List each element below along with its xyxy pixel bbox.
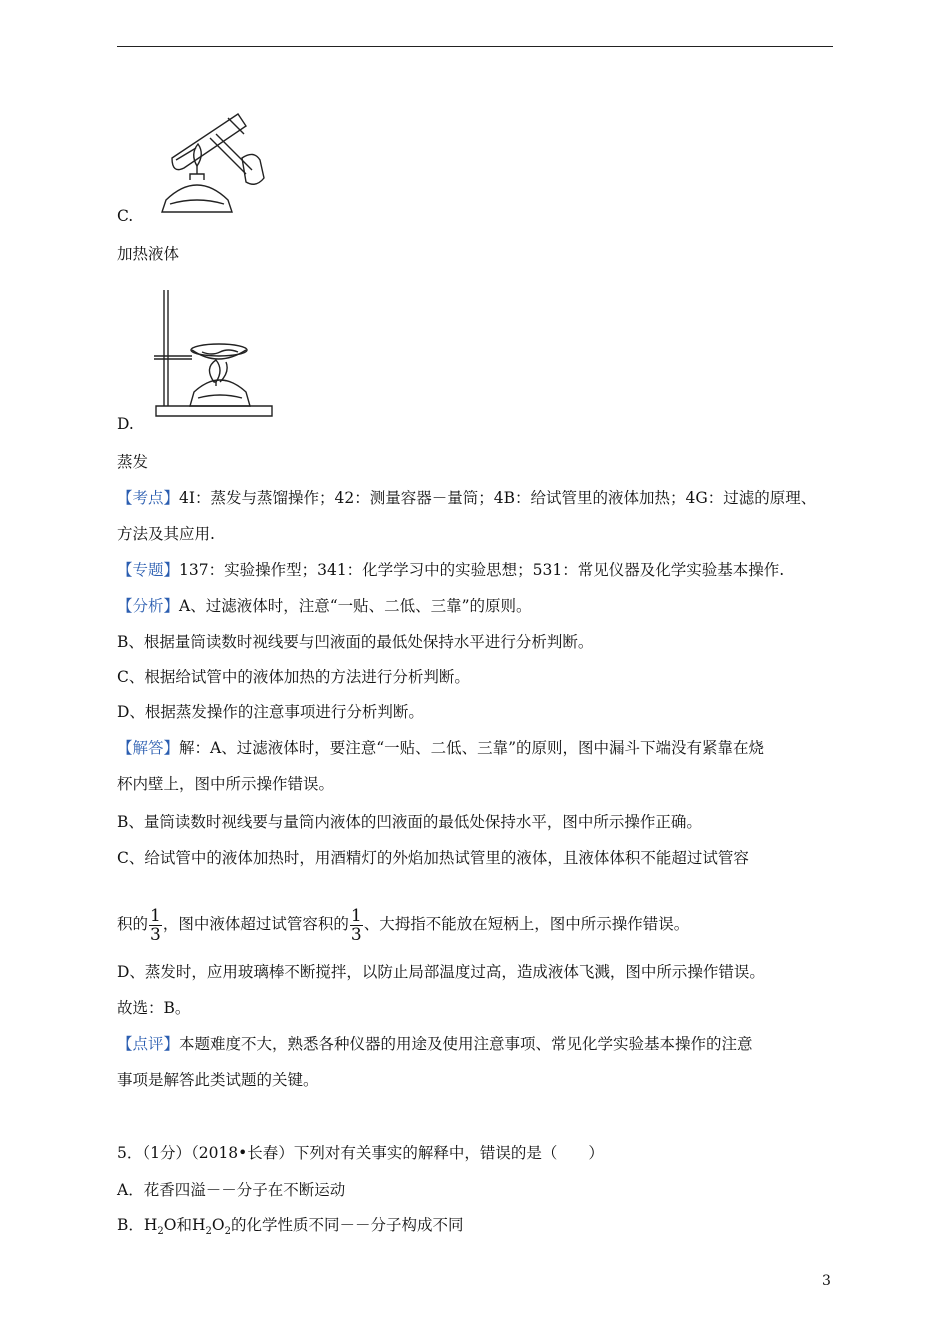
fenxi-line-4: D、根据蒸发操作的注意事项进行分析判断。 xyxy=(117,703,424,721)
jieda-text-1: 解：A、过滤液体时，要注意“一贴、二低、三靠”的原则，图中漏斗下端没有紧靠在烧 xyxy=(179,739,765,757)
question-5-option-a: A．花香四溢－－分子在不断运动 xyxy=(117,1181,346,1199)
option-d-letter: D. xyxy=(117,415,134,433)
fraction-denominator: 3 xyxy=(150,924,161,945)
subscript: 2 xyxy=(224,1226,231,1238)
alcohol-lamp-neck xyxy=(190,174,204,180)
dianping-line-1 xyxy=(117,1034,753,1054)
kaodian-tag: 【考点】 xyxy=(117,489,180,507)
iron-stand-rod xyxy=(164,290,168,406)
question-5-stem: 5．（1分）（2018•长春）下列对有关事实的解释中，错误的是（ ） xyxy=(117,1144,604,1162)
fenxi-line-3: C、根据给试管中的液体加热的方法进行分析判断。 xyxy=(117,668,470,686)
kaodian-line-2: 方法及其应用. xyxy=(117,525,215,543)
question-5-option-b xyxy=(117,1215,464,1242)
fenxi-text-1: A、过滤液体时，注意“一贴、二低、三靠”的原则。 xyxy=(179,597,532,615)
jieda-text-5b: ，图中液体超过试管容积的 xyxy=(162,915,349,933)
lamp-liquid xyxy=(170,200,224,204)
tube-holder xyxy=(210,134,252,174)
heating-liquid-figure xyxy=(150,108,270,220)
dish-contents xyxy=(202,350,238,354)
jieda-line-7: 故选：B。 xyxy=(117,999,191,1017)
option-b-text: B．H xyxy=(117,1216,158,1234)
fraction-one-third xyxy=(149,907,162,944)
jieda-tag: 【解答】 xyxy=(117,739,180,757)
evaporation-figure xyxy=(150,286,278,420)
jieda-line-2: 杯内壁上，图中所示操作错误。 xyxy=(117,775,335,793)
jieda-line-4: C、给试管中的液体加热时，用酒精灯的外焰加热试管里的液体，且液体体积不能超过试管容 xyxy=(117,849,749,867)
fenxi-line-2: B、根据量筒读数时视线要与凹液面的最低处保持水平进行分析判断。 xyxy=(117,633,594,651)
header-rule xyxy=(117,46,833,47)
option-d-caption: 蒸发 xyxy=(117,453,149,471)
jieda-text-5a: 积的 xyxy=(117,915,149,933)
zhuanti-tag: 【专题】 xyxy=(117,561,180,579)
fraction-denominator: 3 xyxy=(350,924,362,945)
jieda-line-6: D、蒸发时，应用玻璃棒不断搅拌，以防止局部温度过高，造成液体飞溅，图中所示操作错误。 xyxy=(117,963,765,981)
jieda-line-3: B、量筒读数时视线要与量筒内液体的凹液面的最低处保持水平，图中所示操作正确。 xyxy=(117,813,702,831)
alcohol-lamp-body xyxy=(190,380,250,406)
kaodian-text-1: 4I：蒸发与蒸馏操作；42：测量容器－量筒；4B：给试管里的液体加热；4G：过滤的原理、 xyxy=(179,489,817,507)
option-b-text: O和H xyxy=(163,1216,206,1234)
support-ring xyxy=(191,344,247,356)
subscript: 2 xyxy=(205,1226,212,1238)
ring-clamp-arm xyxy=(154,356,192,359)
alcohol-lamp-body xyxy=(162,185,232,212)
page-number: 3 xyxy=(822,1273,831,1289)
fraction-one-third xyxy=(350,907,363,944)
subscript: 2 xyxy=(157,1226,164,1238)
dianping-line-2: 事项是解答此类试题的关键。 xyxy=(117,1071,319,1089)
jieda-text-5c: 、大拇指不能放在短柄上，图中所示操作错误。 xyxy=(363,915,690,933)
hand xyxy=(242,154,264,184)
jieda-line-5 xyxy=(117,904,689,944)
dianping-tag: 【点评】 xyxy=(117,1035,180,1053)
kaodian-line-1 xyxy=(117,488,816,508)
zhuanti-line xyxy=(117,560,784,580)
jieda-line-1 xyxy=(117,738,764,758)
option-c-caption: 加热液体 xyxy=(117,245,180,263)
option-b-text: O xyxy=(211,1216,225,1234)
flame xyxy=(194,144,202,166)
fraction-numerator: 1 xyxy=(150,905,161,926)
option-c-letter: C. xyxy=(117,207,134,225)
flame xyxy=(209,360,227,382)
option-b-text: 的化学性质不同－－分子构成不同 xyxy=(231,1216,464,1234)
fraction-numerator: 1 xyxy=(350,905,362,926)
lamp-liquid xyxy=(198,395,242,398)
iron-stand-base xyxy=(156,406,272,416)
fenxi-tag: 【分析】 xyxy=(117,597,180,615)
dianping-text-1: 本题难度不大，熟悉各种仪器的用途及使用注意事项、常见化学实验基本操作的注意 xyxy=(179,1035,753,1053)
test-tube xyxy=(172,114,246,170)
fenxi-line-1 xyxy=(117,596,532,616)
zhuanti-text: 137：实验操作型；341：化学学习中的实验思想；531：常见仪器及化学实验基本操作. xyxy=(179,561,785,579)
